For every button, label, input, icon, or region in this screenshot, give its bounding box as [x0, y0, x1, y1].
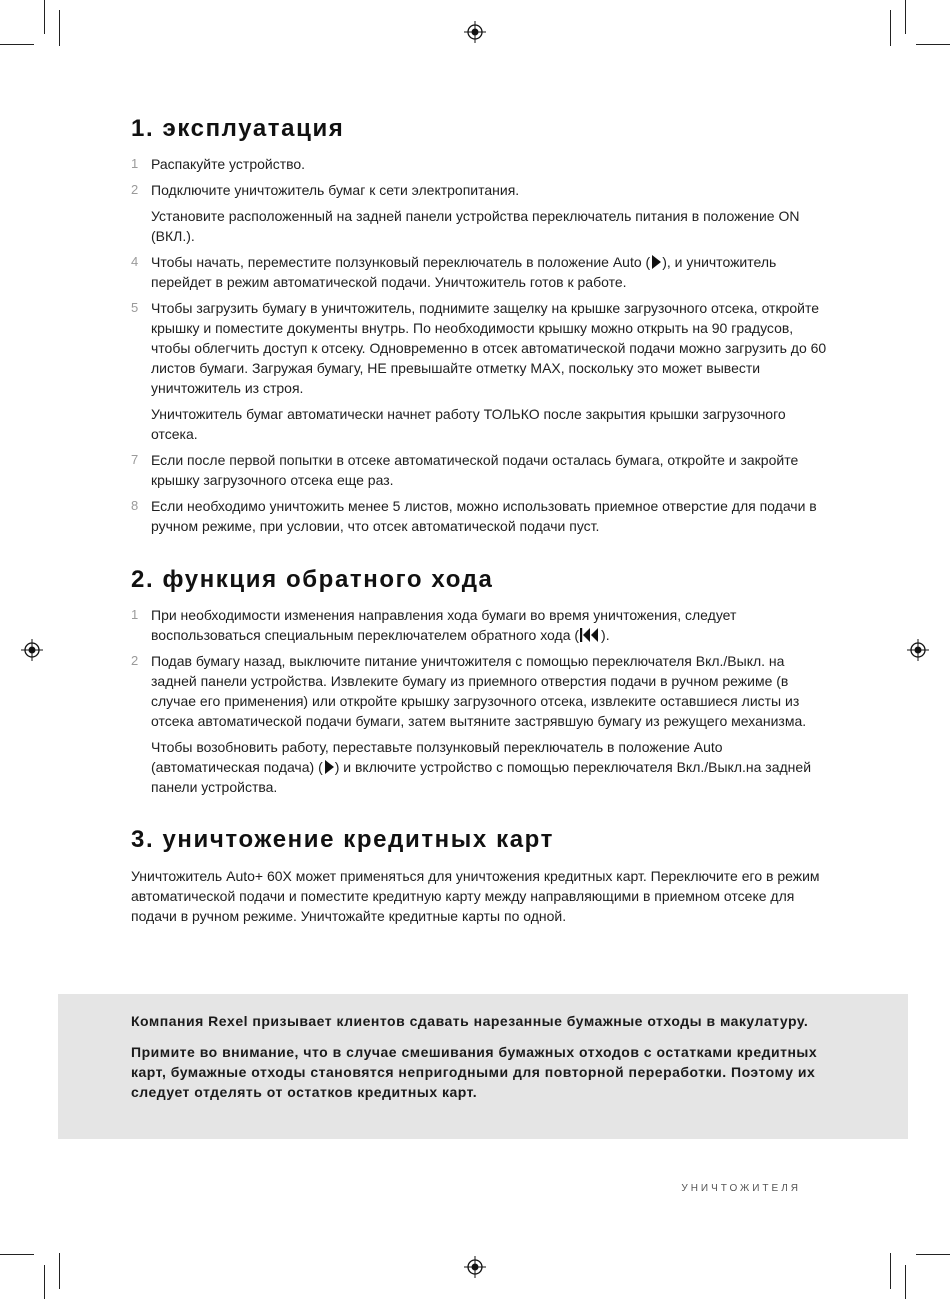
step-text: Чтобы загрузить бумагу в уничтожитель, поднимите защелку на крышке загрузочного отсека, откройте крышку и поместите документы внутрь. По необходимости крышку можно открыть на 90 градусов, чтобы облегчить доступ к отсеку. Одновременно в отсек автоматической подачи можно загрузить до 60 листов бумаги. Загружая бумагу, НЕ превышайте отметку MAX, поскольку это может вывести уничтожитель из строя. — [151, 300, 827, 396]
credit-cards-paragraph: Уничтожитель Auto+ 60X может применяться для уничтожения кредитных карт. Переключите его в режим автоматической подачи и поместите кредитную карту между направляющими в приемном отсеке для подачи в ручном режиме. Уничтожайте кредитные карты по одной. — [131, 868, 820, 924]
page-footer: УНИЧТОЖИТЕЛЯ — [681, 1183, 801, 1194]
list-item — [131, 651, 831, 731]
list-item — [131, 154, 831, 174]
step-number: 8 — [131, 498, 139, 513]
step-text: Установите расположенный на задней панели устройства переключатель питания в положение ON (ВКЛ.). — [151, 208, 800, 244]
notice-paragraph: Компания Rexel призывает клиентов сдавать нарезанные бумажные отходы в макулатуру. — [131, 1013, 809, 1029]
crop-mark — [916, 44, 950, 45]
step-text-part: ). — [601, 627, 610, 643]
step-number: 7 — [131, 452, 139, 467]
step-text — [151, 739, 811, 795]
crop-mark — [59, 10, 60, 46]
step-text-part: При необходимости изменения направления хода бумаги во время уничтожения, следует воспользоваться специальным переключателем обратного хода ( — [151, 607, 737, 643]
crop-mark — [44, 0, 45, 34]
list-item — [131, 737, 831, 797]
crop-mark — [905, 0, 906, 34]
section-title-credit-cards: 3. уничтожение кредитных карт — [131, 826, 554, 853]
step-number: 5 — [131, 300, 139, 315]
recycling-notice — [58, 994, 908, 1139]
step-number: 2 — [131, 653, 139, 668]
reverse-steps — [131, 605, 831, 797]
list-item — [131, 252, 831, 292]
step-text-part: Чтобы возобновить работу, переставьте ползунковый переключатель в положение Auto (автоматическая подача) ( — [151, 739, 723, 775]
registration-mark-icon — [464, 1256, 486, 1278]
step-number: 2 — [131, 182, 139, 197]
registration-mark-icon — [464, 21, 486, 43]
step-text-part: ) и включите устройство с помощью переключателя Вкл./Выкл.на задней панели устройства. — [151, 759, 812, 795]
crop-mark — [890, 1253, 891, 1289]
crop-mark — [0, 1254, 34, 1255]
crop-mark — [905, 1265, 906, 1299]
list-item — [131, 404, 831, 444]
notice-paragraph: Примите во внимание, что в случае смешивания бумажных отходов с остатками кредитных карт, бумажные отходы становятся непригодными для повторной переработки. Поэтому их следует отделять от остатков кредитных карт. — [131, 1044, 818, 1100]
step-text: Если необходимо уничтожить менее 5 листов, можно использовать приемное отверстие для подачи в ручном режиме, при условии, что отсек автоматической подачи пуст. — [151, 498, 817, 534]
reverse-icon — [579, 627, 601, 643]
list-item — [131, 298, 831, 398]
step-text: Если после первой попытки в отсеке автоматической подачи осталась бумага, откройте и закройте крышку загрузочного отсека еще раз. — [151, 452, 799, 488]
auto-play-icon — [323, 759, 335, 775]
crop-mark — [44, 1265, 45, 1299]
step-number: 4 — [131, 254, 139, 269]
step-number: 1 — [131, 156, 139, 171]
section-title-operation: 1. эксплуатация — [131, 115, 345, 142]
step-text — [151, 607, 736, 643]
step-number: 1 — [131, 607, 139, 622]
list-item — [131, 450, 831, 490]
step-text-part: ), и уничтожитель перейдет в режим автоматической подачи. Уничтожитель готов к работе. — [151, 254, 777, 290]
page-content — [131, 112, 831, 926]
step-text: Подключите уничтожитель бумаг к сети электропитания. — [151, 182, 520, 198]
list-item — [131, 605, 831, 645]
section-title-reverse: 2. функция обратного хода — [131, 566, 494, 593]
notice-content — [131, 1011, 821, 1113]
list-item — [131, 496, 831, 536]
step-text — [151, 254, 776, 290]
step-text: Подав бумагу назад, выключите питание уничтожителя с помощью переключателя Вкл./Выкл. на задней панели устройства. Извлеките бумагу из приемного отверстия подачи в ручном режиме (в случае его применения) или откройте крышку загрузочного отсека, извлеките оставшиеся листы из отсека автоматической подачи бумаги, затем вытяните застрявшую бумагу из режущего механизма. — [151, 653, 807, 729]
crop-mark — [0, 44, 34, 45]
auto-play-icon — [650, 254, 662, 270]
registration-mark-icon — [907, 639, 929, 661]
step-text: Распакуйте устройство. — [151, 156, 306, 172]
crop-mark — [916, 1254, 950, 1255]
list-item — [131, 206, 831, 246]
operation-steps — [131, 154, 831, 536]
registration-mark-icon — [21, 639, 43, 661]
step-text: Уничтожитель бумаг автоматически начнет работу ТОЛЬКО после закрытия крышки загрузочного отсека. — [151, 406, 786, 442]
crop-mark — [59, 1253, 60, 1289]
step-text-part: Чтобы начать, переместите ползунковый переключатель в положение Auto ( — [151, 254, 651, 270]
crop-mark — [890, 10, 891, 46]
list-item — [131, 180, 831, 200]
